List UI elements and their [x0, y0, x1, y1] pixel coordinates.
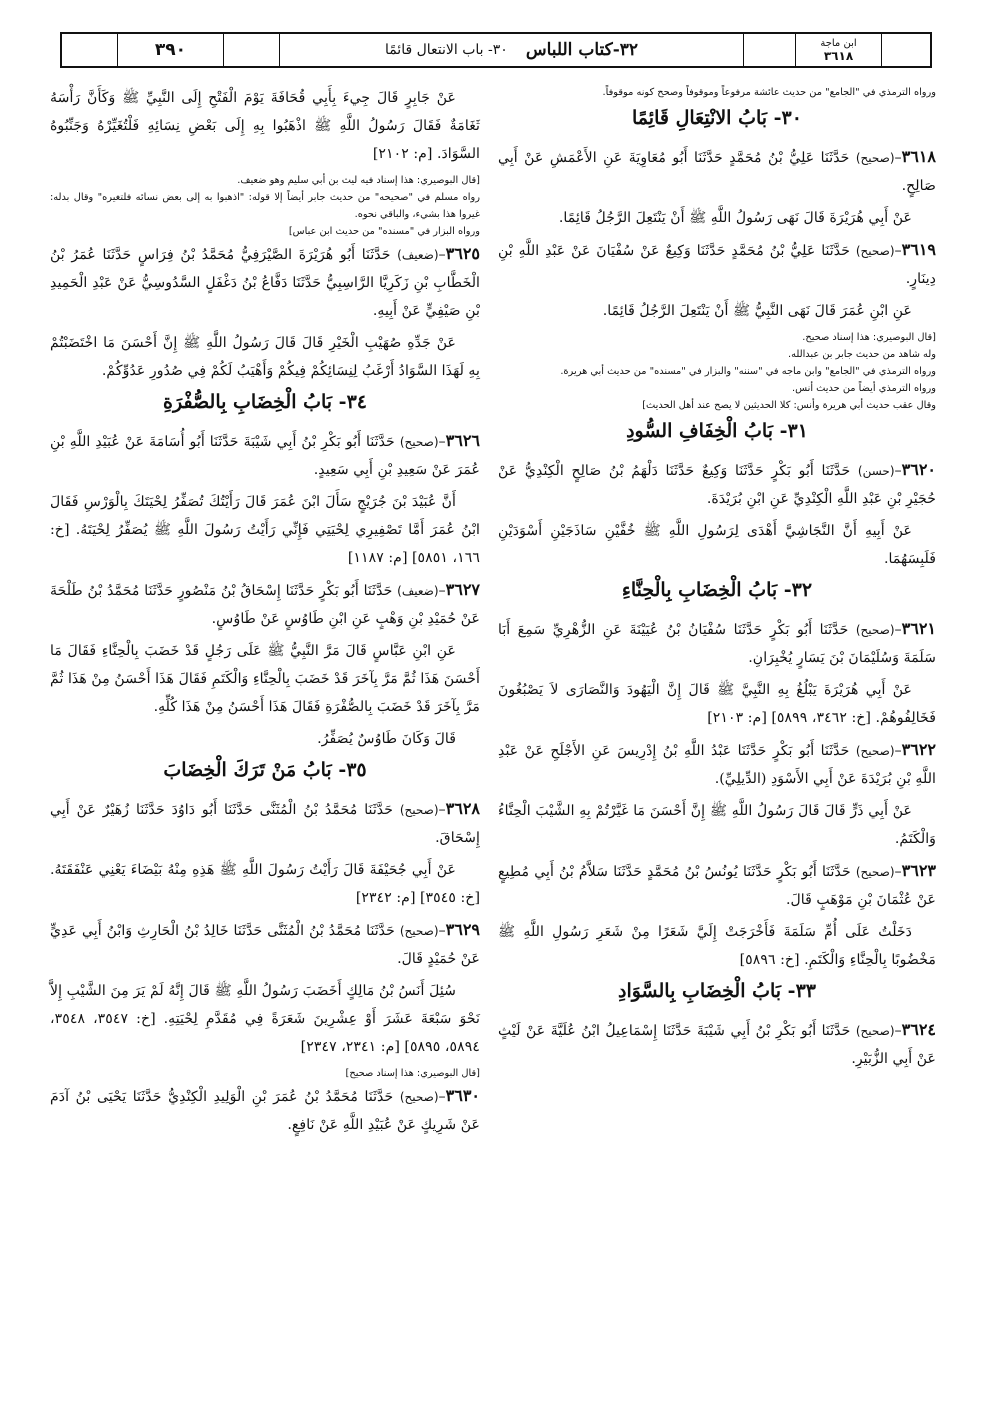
footnote: ورواه الترمذي في "الجامع" وابن ماجه في "سننه" والبزار في "مسنده" من حديث أبي هريرة. — [560, 366, 936, 377]
isnad-text: حَدَّثَنَا أَبُو بَكْرٍ حَدَّثَنَا إِسْحَاقُ بْنُ مَنْصُورٍ حَدَّثَنَا مُحَمَّدُ بْنُ طَلْحَةَ عَنْ حُمَيْدِ بْنِ وَهْبٍ عَنِ ابْنِ طَاوُسٍ عَنْ طَاوُسٍ. — [50, 583, 480, 627]
hadith-text: دَخَلْتُ عَلَى أُمِّ سَلَمَةَ فَأَخْرَجَتْ إِلَيَّ شَعَرًا مِنْ شَعَرِ رَسُولِ اللَّهِ ﷺ مَخْضُوبًا بِالْحِنَّاءِ وَالْكَتَمِ. [خ: ٥٨٩٦] — [498, 924, 936, 968]
hadith-grade: (صحيح) — [399, 803, 439, 817]
hadith-grade: (صحيح) — [399, 435, 439, 449]
book-title: ٣٢-كتاب اللباس — [525, 40, 639, 60]
hadith-grade: (حسن) — [857, 464, 895, 478]
hadith-text: عَنْ أَبِي هُرَيْرَةَ قَالَ نَهَى رَسُولُ اللَّهِ ﷺ أَنْ يَنْتَعِلَ الرَّجُلُ قَائِمًا. — [558, 210, 912, 226]
running-header — [60, 32, 932, 68]
isnad-text: حَدَّثَنَا أَبُو بَكْرِ بْنُ أَبِي شَيْبَةَ حَدَّثَنَا إِسْمَاعِيلُ ابْنُ عُلَيَّةَ عَنْ لَيْثٍ عَنْ أَبِي الزُّبَيْرِ. — [498, 1023, 936, 1067]
number-dash: – — [438, 434, 446, 450]
hadith-chain — [498, 236, 936, 293]
chapter-title: ٣٠- باب الانتعال قائمًا — [384, 42, 508, 58]
footnote: ورواه الترمذي في "الجامع" من حديث عائشة مرفوعاً وموقوفاً وصحح كونه موقوفاً. — [602, 87, 936, 98]
hadith-number: ٣٦٢٦ — [445, 431, 480, 450]
hadith-grade: (صحيح) — [855, 151, 895, 165]
hadith-text: عَنْ أَبِي ذَرٍّ قَالَ قَالَ رَسُولُ اللَّهِ ﷺ إِنَّ أَحْسَنَ مَا غَيَّرْتُمْ بِهِ الشَّيْبَ الْحِنَّاءُ وَالْكَتَمُ. — [498, 803, 936, 847]
hadith-number: ٣٦٢٤ — [901, 1020, 936, 1039]
number-dash: – — [894, 243, 902, 259]
left-column — [50, 84, 480, 1143]
hadith-chain — [50, 916, 480, 973]
hadith-grade: (صحيح) — [399, 924, 439, 938]
hadith-number: ٣٦٢٣ — [901, 861, 936, 880]
hadith-chain — [50, 240, 480, 325]
number-dash: – — [894, 743, 902, 759]
number-dash: – — [894, 1023, 902, 1039]
isnad-text: حَدَّثَنَا أَبُو بَكْرٍ حَدَّثَنَا سُفْيَانُ بْنُ عُيَيْنَةَ عَنِ الزُّهْرِيِّ سَمِعَ أَبَا سَلَمَةَ وَسُلَيْمَانَ بْنَ يَسَارٍ يُخْبِرَانِ. — [498, 622, 936, 666]
isnad-text: حَدَّثَنَا مُحَمَّدُ بْنُ عُمَرَ بْنِ الْوَلِيدِ الْكِنْدِيُّ حَدَّثَنَا يَحْيَى بْنُ آدَمَ عَنْ شَرِيكٍ عَنْ عُبَيْدِ اللَّهِ عَنْ نَافِعٍ. — [50, 1089, 480, 1133]
number-dash: – — [438, 923, 446, 939]
hadith-number: ٣٦٢٧ — [445, 580, 480, 599]
hadith-number: ٣٦٢١ — [901, 619, 936, 638]
chapter-heading: ٣٢- بَابُ الْخِضَابِ بِالْحِنَّاءِ — [621, 579, 813, 601]
hadith-text: عَنْ جَدِّهِ صُهَيْبِ الْخَيْرِ قَالَ قَالَ رَسُولُ اللَّهِ ﷺ إِنَّ أَحْسَنَ مَا اخْتَضَبْتُمْ بِهِ لَهَذَا السَّوَادُ أَرْغَبُ لِنِسَائِكُمْ فِيكُمْ وَأَهْيَبُ لَكُمْ فِي صُدُورِ عَدُوِّكُمْ. — [50, 335, 480, 379]
number-dash: – — [894, 463, 902, 479]
isnad-text: حَدَّثَنَا مُحَمَّدُ بْنُ الْمُثَنَّى حَدَّثَنَا أَبُو دَاوُدَ حَدَّثَنَا زُهَيْرٌ عَنْ أَبِي إِسْحَاقَ. — [50, 802, 480, 846]
hadith-grade: (صحيح) — [855, 244, 895, 258]
footnote: [قال البوصيري: هذا إسناد صحيح] — [345, 1068, 480, 1079]
hadith-number: ٣٦٢٥ — [445, 244, 480, 263]
hadith-chain — [498, 615, 936, 672]
hadith-grade: (صحيح) — [855, 744, 895, 758]
hadith-text: عَنِ ابْنِ عَبَّاسٍ قَالَ مَرَّ النَّبِيُّ ﷺ عَلَى رَجُلٍ قَدْ خَضَبَ بِالْحِنَّاءِ فَقَالَ مَا أَحْسَنَ هَذَا ثُمَّ مَرَّ بِآخَرَ قَدْ خَضَبَ بِالْحِنَّاءِ وَالْكَتَمِ فَقَالَ هَذَا أَحْسَنُ مِنْ هَذَا ثُمَّ مَرَّ بِآخَرَ قَدْ خَضَبَ بِالصُّفْرَةِ فَقَالَ هَذَا أَحْسَنُ مِنْ هَذَا كُلِّهِ. — [50, 643, 480, 715]
hadith-chain — [50, 795, 480, 852]
number-dash: – — [894, 622, 902, 638]
hadith-grade: (ضعيف) — [397, 248, 439, 262]
footnote: رواه مسلم في "صحيحه" من حديث جابر أيضاً إلا قوله: "اذهبوا به إلى بعض نسائه فلتغيره" وقال بدله: غيروا هذا بشيء، والباقي نحوه. — [50, 192, 480, 220]
header-cell-empty — [882, 34, 930, 66]
number-dash: – — [894, 864, 902, 880]
footnote: ورواه البزار في "مسنده" من حديث ابن عباس] — [288, 226, 480, 237]
source-number: ٣٦١٨ — [823, 49, 854, 63]
header-title — [280, 34, 744, 66]
isnad-text: حَدَّثَنَا أَبُو بَكْرٍ حَدَّثَنَا وَكِيعٌ حَدَّثَنَا دَلْهَمُ بْنُ صَالِحٍ الْكِنْدِيُّ عَنْ حُجَيْرِ بْنِ عَبْدِ اللَّهِ الْكِنْدِيِّ عَنِ ابْنِ بُرَيْدَةَ. — [498, 463, 936, 507]
hadith-number: ٣٦١٩ — [901, 240, 936, 259]
footnote: ورواه الترمذي أيضاً من حديث أنس. — [792, 383, 936, 394]
isnad-text: حَدَّثَنَا أَبُو بَكْرٍ حَدَّثَنَا يُونُسُ بْنُ مُحَمَّدٍ حَدَّثَنَا سَلاَّمُ بْنُ أَبِي مُطِيعٍ عَنْ عُثْمَانَ بْنِ مَوْهَبٍ قَالَ. — [498, 864, 936, 908]
hadith-grade: (صحيح) — [855, 623, 895, 637]
number-dash: – — [438, 1089, 446, 1105]
hadith-number: ٣٦٢٩ — [445, 920, 480, 939]
hadith-text: عَنْ جَابِرٍ قَالَ جِيءَ بِأَبِي قُحَافَةَ يَوْمَ الْفَتْحِ إِلَى النَّبِيِّ ﷺ وَكَأَنَّ رَأْسَهُ ثَغَامَةٌ فَقَالَ رَسُولُ اللَّهِ ﷺ اذْهَبُوا بِهِ إِلَى بَعْضِ نِسَائِهِ فَلْتُغَيِّرْهُ وَجَنِّبُوهُ السَّوَادَ. [م: ٢١٠٢] — [50, 90, 480, 162]
number-dash: – — [438, 802, 446, 818]
footnote: [قال البوصيري: هذا إسناد صحيح. — [802, 332, 936, 343]
hadith-chain — [498, 1016, 936, 1073]
chapter-heading: ٣١- بَابُ الْخِفَافِ السُّودِ — [626, 420, 808, 442]
source-label: ابن ماجة — [820, 38, 857, 49]
header-cell-empty — [62, 34, 118, 66]
hadith-chain — [498, 736, 936, 793]
hadith-chain — [498, 143, 936, 200]
hadith-text: عَنْ أَبِي هُرَيْرَةَ يَبْلُغُ بِهِ النَّبِيَّ ﷺ قَالَ إِنَّ الْيَهُودَ وَالنَّصَارَى لاَ يَصْبُغُونَ فَخَالِفُوهُمْ. [خ: ٣٤٦٢، ٥٨٩٩] [م: ٢١٠٣] — [498, 682, 936, 726]
number-dash: – — [438, 583, 446, 599]
hadith-chain — [50, 1082, 480, 1139]
hadith-text: عَنْ أَبِي جُحَيْفَةَ قَالَ رَأَيْتُ رَسُولَ اللَّهِ ﷺ هَذِهِ مِنْهُ بَيْضَاءَ يَعْنِي عَنْفَقَتَهُ. [خ: ٣٥٤٥] [م: ٢٣٤٢] — [50, 862, 480, 906]
footnote: [قال البوصيري: هذا إسناد فيه ليث بن أبي سليم وهو ضعيف. — [237, 175, 480, 186]
footnote: وقال عقب حديث أبي هريرة وأنس: كلا الحديثين لا يصح عند أهل الحديث] — [642, 400, 936, 411]
isnad-text: حَدَّثَنَا أَبُو بَكْرٍ حَدَّثَنَا عَبْدُ اللَّهِ بْنُ إِدْرِيسَ عَنِ الأَجْلَحِ عَنْ عَبْدِ اللَّهِ بْنِ بُرَيْدَةَ عَنْ أَبِي الأَسْوَدِ (الدِّيلِيِّ). — [498, 743, 936, 787]
hadith-number: ٣٦٢٢ — [901, 740, 936, 759]
hadith-text: سُئِلَ أَنَسُ بْنُ مَالِكٍ أَخَضَبَ رَسُولُ اللَّهِ ﷺ قَالَ إِنَّهُ لَمْ يَرَ مِنَ الشَّيْبِ إِلاَّ نَحْوَ سَبْعَةَ عَشَرَ أَوْ عِشْرِينَ شَعَرَةً فِي مُقَدَّمِ لِحْيَتِهِ. [خ: ٣٥٤٧، ٣٥٤٨، ٥٨٩٤، ٥٨٩٥] [م: ٢٣٤١، ٢٣٤٧] — [50, 983, 480, 1055]
hadith-chain — [50, 576, 480, 633]
hadith-grade: (ضعيف) — [397, 584, 439, 598]
isnad-text: حَدَّثَنَا أَبُو هُرَيْرَةَ الصَّيْرَفِيُّ مُحَمَّدُ بْنُ فِرَاسٍ حَدَّثَنَا عُمَرُ بْنُ الْخَطَّابِ بْنِ زَكَرِيَّا الرَّاسِبِيُّ حَدَّثَنَا دَفَّاعُ بْنُ دَغْفَلٍ السَّدُوسِيُّ عَنْ عَبْدِ الْحَمِيدِ بْنِ صَيْفِيٍّ عَنْ أَبِيهِ. — [50, 247, 480, 319]
hadith-text: عَنِ ابْنِ عُمَرَ قَالَ نَهَى النَّبِيُّ ﷺ أَنْ يَنْتَعِلَ الرَّجُلُ قَائِمًا. — [602, 303, 912, 319]
chapter-heading: ٣٥- بَابُ مَنْ تَرَكَ الْخِضَابَ — [163, 759, 367, 781]
hadith-chain — [50, 427, 480, 484]
isnad-text: حَدَّثَنَا عَلِيُّ بْنُ مُحَمَّدٍ حَدَّثَنَا وَكِيعٌ عَنْ سُفْيَانَ عَنْ عَبْدِ اللَّهِ بْنِ دِينَارٍ. — [498, 243, 936, 287]
hadith-grade: (صحيح) — [855, 1024, 895, 1038]
chapter-heading: ٣٣- بَابُ الْخِضَابِ بِالسَّوَادِ — [618, 980, 816, 1002]
header-cell-empty — [224, 34, 280, 66]
hadith-number: ٣٦١٨ — [901, 147, 936, 166]
hadith-chain — [498, 456, 936, 513]
hadith-grade: (صحيح) — [399, 1090, 439, 1104]
hadith-grade: (صحيح) — [855, 865, 895, 879]
hadith-number: ٣٦٣٠ — [445, 1086, 480, 1105]
page-number: ٣٩٠ — [118, 34, 224, 66]
chapter-heading: ٣٤- بَابُ الْخِضَابِ بِالصُّفْرَةِ — [163, 391, 367, 413]
source-reference — [796, 34, 882, 66]
isnad-text: حَدَّثَنَا أَبُو بَكْرِ بْنُ أَبِي شَيْبَةَ حَدَّثَنَا أَبُو أُسَامَةَ عَنْ عُبَيْدِ اللَّهِ بْنِ عُمَرَ عَنْ سَعِيدِ بْنِ أَبِي سَعِيدٍ. — [50, 434, 480, 478]
right-column — [498, 84, 936, 1077]
number-dash: – — [894, 150, 902, 166]
chapter-heading: ٣٠- بَابُ الانْتِعَالِ قَائِمًا — [632, 107, 802, 129]
hadith-text: عَنْ أَبِيهِ أَنَّ النَّجَاشِيَّ أَهْدَى لِرَسُولِ اللَّهِ ﷺ خُفَّيْنِ سَاذَجَيْنِ أَسْوَدَيْنِ فَلَبِسَهُمَا. — [498, 523, 936, 567]
footnote: وله شاهد من حديث جابر بن عبدالله. — [787, 349, 936, 360]
number-dash: – — [438, 247, 446, 263]
header-cell-empty — [744, 34, 796, 66]
hadith-number: ٣٦٢٠ — [901, 460, 936, 479]
hadith-chain — [498, 857, 936, 914]
hadith-text: قَالَ وَكَانَ طَاوُسٌ يُصَفِّرُ. — [317, 731, 456, 747]
isnad-text: حَدَّثَنَا عَلِيُّ بْنُ مُحَمَّدٍ حَدَّثَنَا أَبُو مُعَاوِيَةَ عَنِ الأَعْمَشِ عَنْ أَبِي صَالِحٍ. — [498, 150, 936, 194]
hadith-number: ٣٦٢٨ — [445, 799, 480, 818]
isnad-text: حَدَّثَنَا مُحَمَّدُ بْنُ الْمُثَنَّى حَدَّثَنَا خَالِدُ بْنُ الْحَارِثِ وَابْنُ أَبِي عَدِيٍّ عَنْ حُمَيْدٍ قَالَ. — [50, 923, 480, 967]
hadith-text: أَنَّ عُبَيْدَ بْنَ جُرَيْجٍ سَأَلَ ابْنَ عُمَرَ قَالَ رَأَيْتُكَ تُصَفِّرُ لِحْيَتَكَ بِالْوَرْسِ فَقَالَ ابْنُ عُمَرَ أَمَّا تَصْفِيرِي لِحْيَتِي فَإِنِّي رَأَيْتُ رَسُولَ اللَّهِ ﷺ يُصَفِّرُ لِحْيَتَهُ. [خ: ١٦٦، ٥٨٥١] [م: ١١٨٧] — [50, 494, 480, 566]
